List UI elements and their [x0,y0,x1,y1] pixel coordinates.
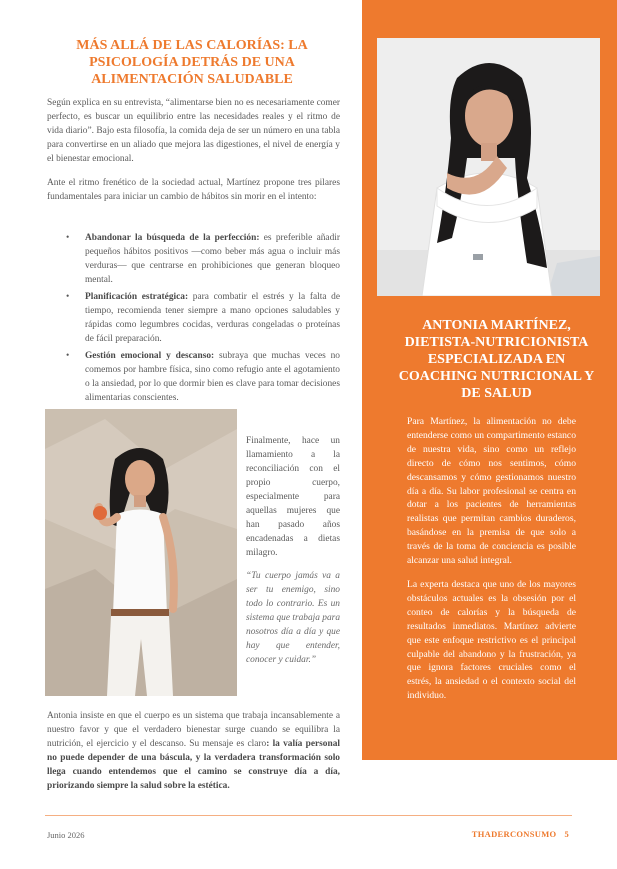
intro-paragraph: Según explica en su entrevista, “alimentarse bien no es necesariamente comer perfecto, es buscar un equilibrio entre las necesidades reales y el ritmo de vida diario”. Bajo esta filosofía, la comida deja de ser un número en una tabla para convertirse en un aliado que mejora las digestiones, el nivel de energía y el bienestar emocional. [47,98,340,164]
footer-date: Junio 2026 [47,830,85,840]
sidebar-paragraph: Para Martínez, la alimentación no debe entenderse como un compartimento estanco de nuestra vida, sino como un reflejo directo de cómo nos sentimos, cómo descansamos y cómo gestionamos nuestro día a día. Su labor profesional se centra en dotar a los pacientes de herramientas realistas que permitan cambios duraderos, basándose en la premisa de que solo a través de la toma de conciencia es posible alcanzar una salud integral. [407,416,576,567]
sidebar-body [407,415,576,713]
footer-divider [45,815,572,816]
list-item-label: Planificación estratégica: [85,292,189,302]
full-body-photo [45,409,237,696]
footer-brand [464,829,569,839]
closing-paragraph [47,709,340,793]
list-item-text: subraya que muchas veces no comemos por hambre física, sino como refugio ante el agotamiento o la ansiedad, por lo que dormir bien es clave para tomar decisiones alimentarias conscientes. [85,351,340,403]
intro-paragraph: Ante el ritmo frenético de la sociedad actual, Martínez propone tres pilares fundamentales para iniciar un cambio de hábitos sin morir en el intento: [47,178,340,202]
page-number: 5 [564,829,569,839]
publication-name: THADERCONSUMO [471,829,557,839]
portrait-photo [377,38,600,296]
list-item [85,231,340,287]
list-item [85,290,340,346]
list-item-text: es preferible añadir pequeños hábitos positivos —como beber más agua o incluir más verduras— que centrarse en prohibiciones que generan bloqueo mental. [85,233,340,285]
list-item-text: para combatir el estrés y la falta de tiempo, recomienda tener siempre a mano opciones saludables y rápidas como legumbres cocidas, verduras congeladas o proteínas de fácil preparación. [85,292,341,344]
article-title: MÁS ALLÁ DE LAS CALORÍAS: LA PSICOLOGÍA DETRÁS DE UNA ALIMENTACIÓN SALUDABLE [76,38,308,87]
closing-highlight: : la valía personal no puede depender de una báscula, y la verdadera transformación solo llega cuando entendemos que el camino se construye día a día, priorizando siempre la salud sobre la estética. [47,739,340,791]
sidebar-title: ANTONIA MARTÍNEZ, DIETISTA-NUTRICIONISTA ESPECIALIZADA EN COACHING NUTRICIONAL Y DE SALUD [398,318,595,401]
closing-text: Antonia insiste en que el cuerpo es un sistema que trabaja incansablemente a nuestro favor y que el verdadero bienestar surge cuando se equilibra la nutrición, el ejercicio y el descanso. Su mensaje es claro [47,711,340,749]
pillars-list [85,231,340,408]
list-item [85,349,340,405]
list-item-label: Gestión emocional y descanso: [85,351,215,361]
article-intro [47,96,340,214]
side-paragraph: Finalmente, hace un llamamiento a la reconciliación con el propio cuerpo, especialmente para aquellas mujeres que han pasado años encadenadas a dietas milagro. [246,436,340,558]
sidebar-paragraph: La experta destaca que uno de los mayores obstáculos actuales es la obsesión por el conteo de calorías y la búsqueda de resultados inmediatos. Martínez advierte que este enfoque restrictivo es el principal culpable del abandono y la frustración, ya que ignora factores cruciales como el estrés, la ansiedad o el contexto social del individuo. [407,578,576,702]
pull-quote: “Tu cuerpo jamás va a ser tu enemigo, sino todo lo contrario. Es un sistema que trabaja para nosotros día a día y que hay que entender, conocer y cuidar.” [246,571,341,665]
list-item-label: Abandonar la búsqueda de la perfección: [85,233,260,243]
